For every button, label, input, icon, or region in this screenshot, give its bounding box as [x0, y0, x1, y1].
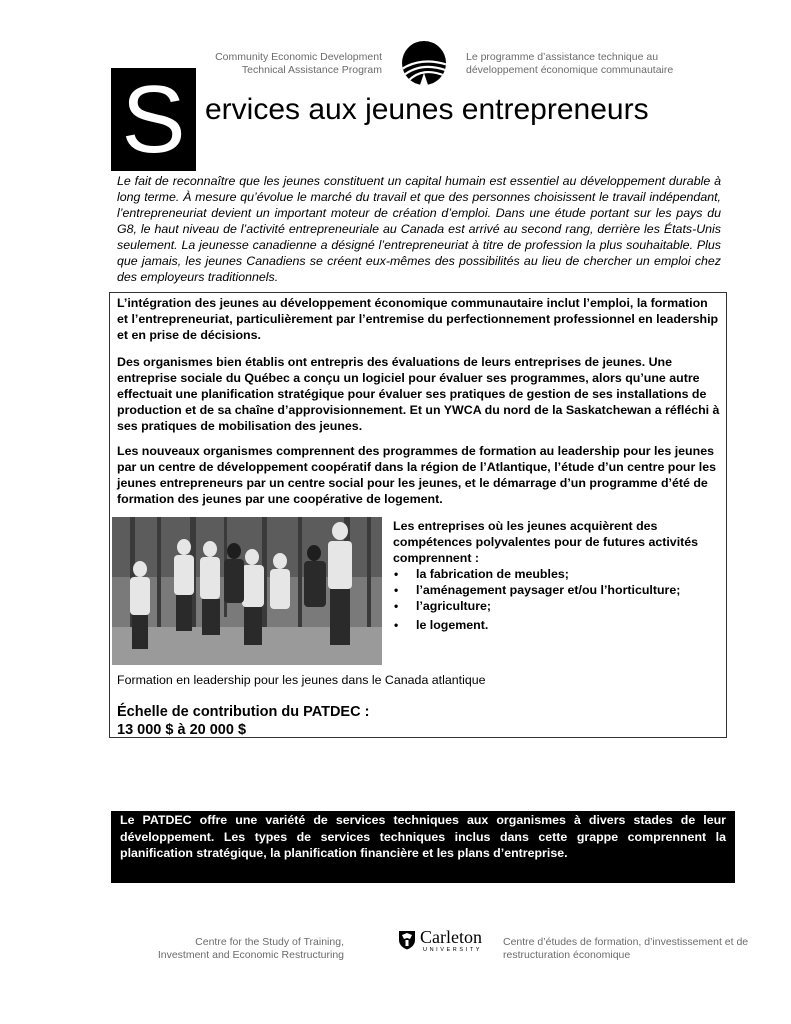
footer-centre-english	[130, 936, 344, 962]
footer-centre-english-line1: Centre for the Study of Training,	[195, 936, 344, 948]
list-item	[393, 582, 713, 598]
footer-centre-french	[503, 936, 763, 962]
activities-list	[393, 566, 713, 633]
carleton-crest-icon	[398, 930, 416, 950]
contribution-scale-value: 13 000 $ à 20 000 $	[117, 722, 247, 738]
activity-label: le logement.	[416, 618, 489, 632]
bullet-icon: •	[394, 618, 399, 632]
footer-centre-english-line2: Investment and Economic Restructuring	[157, 949, 344, 961]
activity-label: l’aménagement paysager et/ou l’horticulture;	[416, 583, 681, 597]
activity-label: la fabrication de meubles;	[416, 567, 569, 581]
box-paragraph-1: L’intégration des jeunes au développement économique communautaire inclut l’emploi, la formation et l’entrepreneuriat, particulièrement par l’entremise du perfectionnement professionnel en leadership et en prise de décisions.	[117, 296, 719, 342]
box-paragraph-3: Les nouveaux organismes comprennent des programmes de formation au leadership pour les jeunes par un centre de développement coopératif dans la région de l’Atlantique, l’étude d’un centre pour les jeunes entrepreneurs par un centre social pour les jeunes, et le démarrage d’un programme d’été de formation des jeunes par une coopérative de logement.	[117, 444, 716, 506]
list-item	[393, 598, 713, 614]
intro-paragraph: Le fait de reconnaître que les jeunes constituent un capital humain est essentiel au développement durable à long terme. À mesure qu’évolue le marché du travail et que des personnes choisissent le travail indépendant, l’entrepreneuriat devient un important moteur de création d’emploi. Dans une étude portant sur les pays du G8, le haut niveau de l’activité entrepreneuriale au Canada est arrivé au second rang, derrière les États-Unis seulement. La jeunesse canadienne a désigné l’entrepreneuriat à titre de profession la plus souhaitable. Plus que jamais, les jeunes Canadiens se créent eux-mêmes des possibilités au lieu de chercher un emploi chez des employeurs traditionnels.	[117, 174, 721, 284]
header-program-french	[466, 51, 726, 77]
bullet-icon: •	[394, 567, 399, 581]
cedtap-logo-icon	[400, 39, 448, 87]
carleton-subtitle: UNIVERSITY	[423, 947, 483, 953]
header-program-english-line1: Community Economic Development	[215, 51, 382, 63]
header-program-english-line2: Technical Assistance Program	[241, 64, 382, 76]
forest-group-photo-illustration	[112, 517, 382, 665]
activities-lead: Les entreprises où les jeunes acquièrent des compétences polyvalentes pour de futures activités comprennent :	[393, 519, 699, 565]
content-box	[109, 292, 727, 738]
carleton-wordmark: Carleton	[420, 927, 482, 947]
contribution-scale	[117, 703, 369, 739]
list-item	[393, 566, 713, 582]
list-item	[393, 617, 713, 633]
title-drop-cap: S	[111, 68, 196, 171]
footer-centre-french-line1: Centre d’études de formation, d’investissement et de	[503, 936, 749, 948]
carleton-university-logo	[398, 928, 488, 954]
activity-label: l’agriculture;	[416, 599, 492, 613]
footer-centre-french-line2: restructuration économique	[503, 949, 631, 961]
header-program-english	[200, 51, 382, 77]
activities-section	[393, 518, 713, 633]
page-title: ervices aux jeunes entrepreneurs	[205, 93, 649, 126]
contribution-scale-label: Échelle de contribution du PATDEC :	[117, 704, 370, 720]
header-program-french-line1: Le programme d’assistance technique au	[466, 51, 659, 63]
patdec-services-summary: Le PATDEC offre une variété de services techniques aux organismes à divers stades de leur développement. Les types de services techniques inclus dans cette grappe comprennent la planification stratégique, la planification financière et les plans d’entreprise.	[111, 811, 735, 883]
header-program-french-line2: développement économique communautaire	[466, 64, 674, 76]
bullet-icon: •	[394, 599, 399, 613]
photo-caption: Formation en leadership pour les jeunes dans le Canada atlantique	[117, 673, 486, 687]
youth-leadership-photo	[112, 517, 382, 665]
box-paragraph-2: Des organismes bien établis ont entrepris des évaluations de leurs entreprises de jeunes. Une entreprise sociale du Québec a conçu un logiciel pour évaluer ses programmes, alors qu’une autre effectuait une planification stratégique pour évaluer ses pratiques de gestion de ses installations de production et de sa chaîne d’approvisionnement. Et un YWCA du nord de la Saskatchewan a réfléchi à ses pratiques de mobilisation des jeunes.	[117, 355, 720, 433]
bullet-icon: •	[394, 583, 399, 597]
